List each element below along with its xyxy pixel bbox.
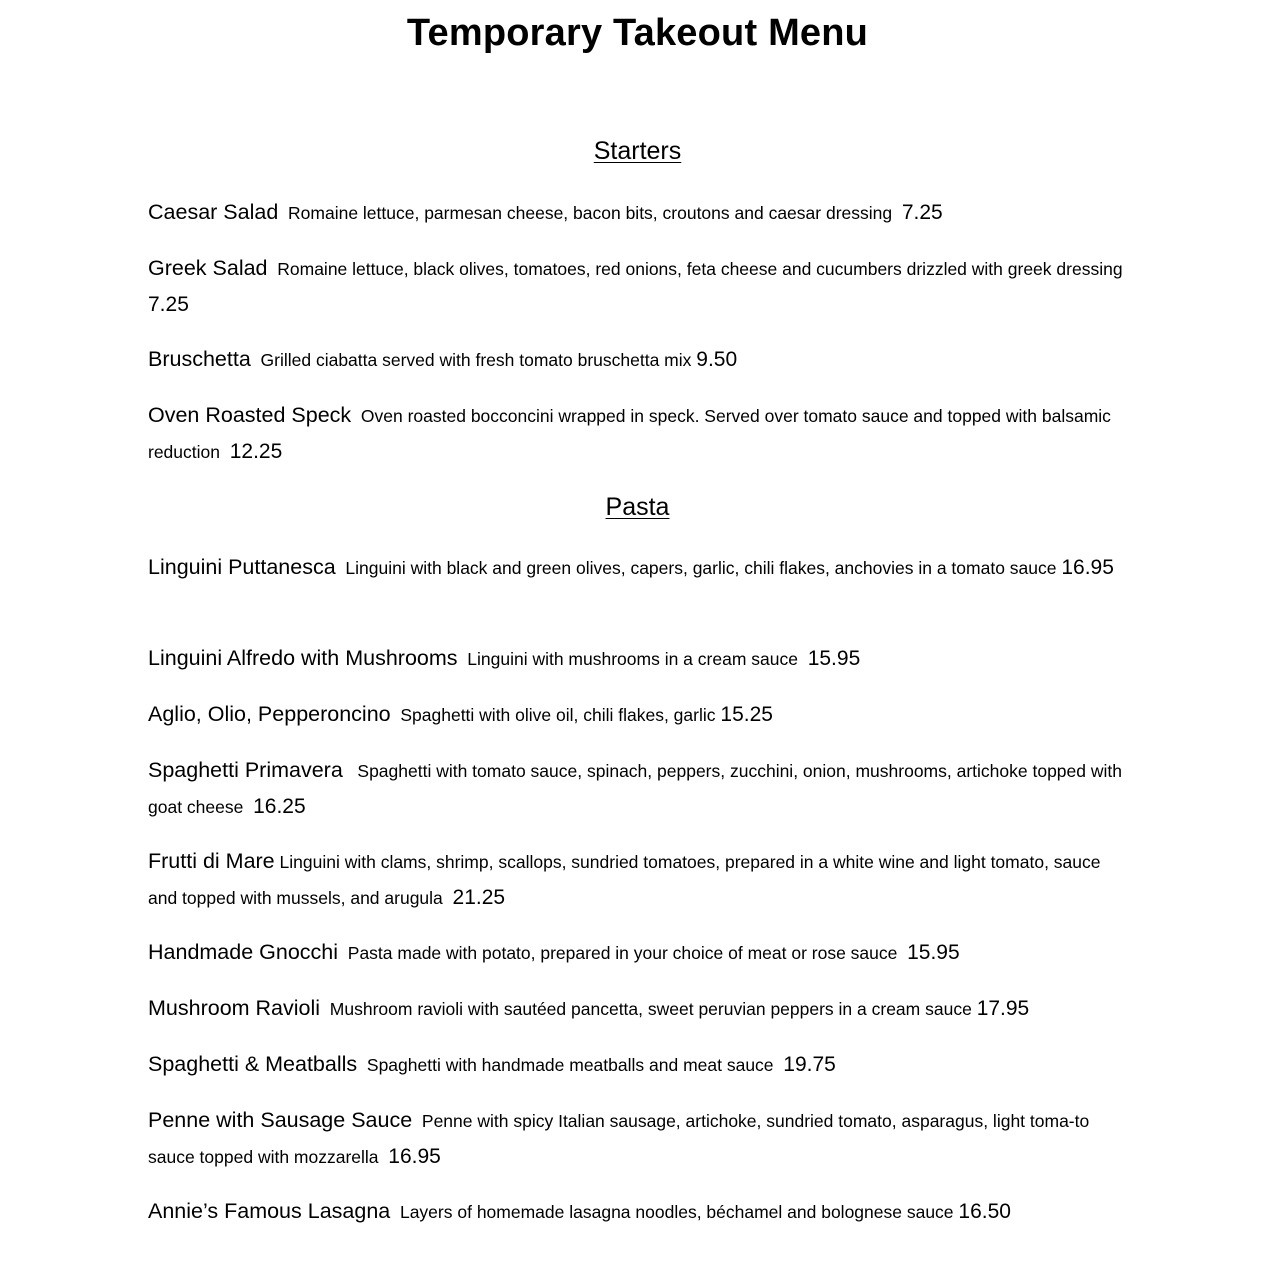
menu-item-description: Mushroom ravioli with sautéed pancetta, sweet peruvian peppers in a cream sauce [329,999,972,1019]
menu-item-linguini-puttanesca [148,550,1133,586]
menu-item-frutti-di-mare [148,844,1133,916]
menu-item-aglio-olio [148,697,1133,733]
menu-item-name: Penne with Sausage Sauce [148,1108,413,1132]
menu-item-price: 9.50 [696,348,738,371]
menu-item-price: 16.95 [388,1145,441,1168]
menu-item-description: Penne with spicy Italian sausage, artichoke, sundried tomato, asparagus, light toma-to sauce topped with mozzarella [148,1111,1090,1167]
menu-item-description: Oven roasted bocconcini wrapped in speck. Served over tomato sauce and topped with balsamic reduction [148,406,1111,462]
menu-item-name: Mushroom Ravioli [148,996,321,1020]
menu-item-handmade-gnocchi [148,935,1133,971]
menu-item-greek-salad [148,251,1133,323]
menu-item-bruschetta [148,342,1133,378]
menu-item-name: Oven Roasted Speck [148,403,352,427]
menu-item-price: 21.25 [452,886,506,909]
menu-item-price: 19.75 [783,1053,836,1076]
menu-item-description: Romaine lettuce, parmesan cheese, bacon bits, croutons and caesar dressing [288,203,893,223]
menu-item-name: Caesar Salad [148,200,279,224]
menu-item-price: 16.95 [1061,556,1114,579]
menu-item-name: Greek Salad [148,256,268,280]
menu-item-description: Pasta made with potato, prepared in your choice of meat or rose sauce [347,943,898,963]
menu-item-description: Linguini with black and green olives, capers, garlic, chili flakes, anchovies in a tomato sauce [345,558,1057,578]
menu-item-spaghetti-meatballs [148,1047,1133,1083]
menu-item-price: 7.25 [901,201,943,224]
menu-item-name: Spaghetti Primavera [148,758,343,782]
menu-item-spaghetti-primavera [148,753,1133,825]
section-heading-starters: Starters [593,137,682,165]
menu-item-name: Annie’s Famous Lasagna [148,1199,391,1223]
menu-item-name: Handmade Gnocchi [148,940,339,964]
menu-item-description: Grilled ciabatta served with fresh tomato bruschetta mix [260,350,692,370]
menu-item-description: Spaghetti with olive oil, chili flakes, garlic [400,705,716,725]
menu-item-oven-roasted-speck [148,398,1133,470]
menu-item-price: 12.25 [229,440,283,463]
page-title: Temporary Takeout Menu [406,12,869,54]
menu-item-description: Romaine lettuce, black olives, tomatoes, red onions, feta cheese and cucumbers drizzled with greek dressing [277,259,1123,279]
menu-item-name: Aglio, Olio, Pepperoncino [148,702,391,726]
menu-item-price: 16.50 [958,1200,1011,1223]
menu-item-name: Linguini Alfredo with Mushrooms [148,646,458,670]
menu-item-annies-lasagna [148,1194,1133,1230]
menu-item-price: 15.95 [807,647,861,670]
menu-item-penne-sausage [148,1103,1133,1175]
menu-item-price: 15.95 [907,941,960,964]
menu-item-price: 17.95 [976,997,1030,1020]
menu-item-description: Linguini with clams, shrimp, scallops, sundried tomatoes, prepared in a white wine and light tomato, sauce and topped with mussels, and arugula [148,852,1101,908]
menu-item-price: 7.25 [148,293,189,316]
menu-item-name: Frutti di Mare [148,849,275,873]
menu-item-mushroom-ravioli [148,991,1133,1027]
menu-item-name: Bruschetta [148,347,251,371]
menu-item-name: Spaghetti & Meatballs [148,1052,358,1076]
menu-item-name: Linguini Puttanesca [148,555,336,579]
menu-item-price: 15.25 [720,703,773,726]
menu-item-description: Spaghetti with tomato sauce, spinach, peppers, zucchini, onion, mushrooms, artichoke topped with goat cheese [148,761,1122,817]
menu-item-description: Layers of homemade lasagna noodles, béchamel and bolognese sauce [399,1202,954,1222]
menu-item-caesar-salad [148,195,1133,231]
section-heading-pasta: Pasta [605,493,670,521]
menu-item-description: Spaghetti with handmade meatballs and meat sauce [366,1055,774,1075]
menu-item-linguini-alfredo [148,641,1133,677]
menu-item-price: 16.25 [253,795,306,818]
menu-item-description: Linguini with mushrooms in a cream sauce [467,649,798,669]
